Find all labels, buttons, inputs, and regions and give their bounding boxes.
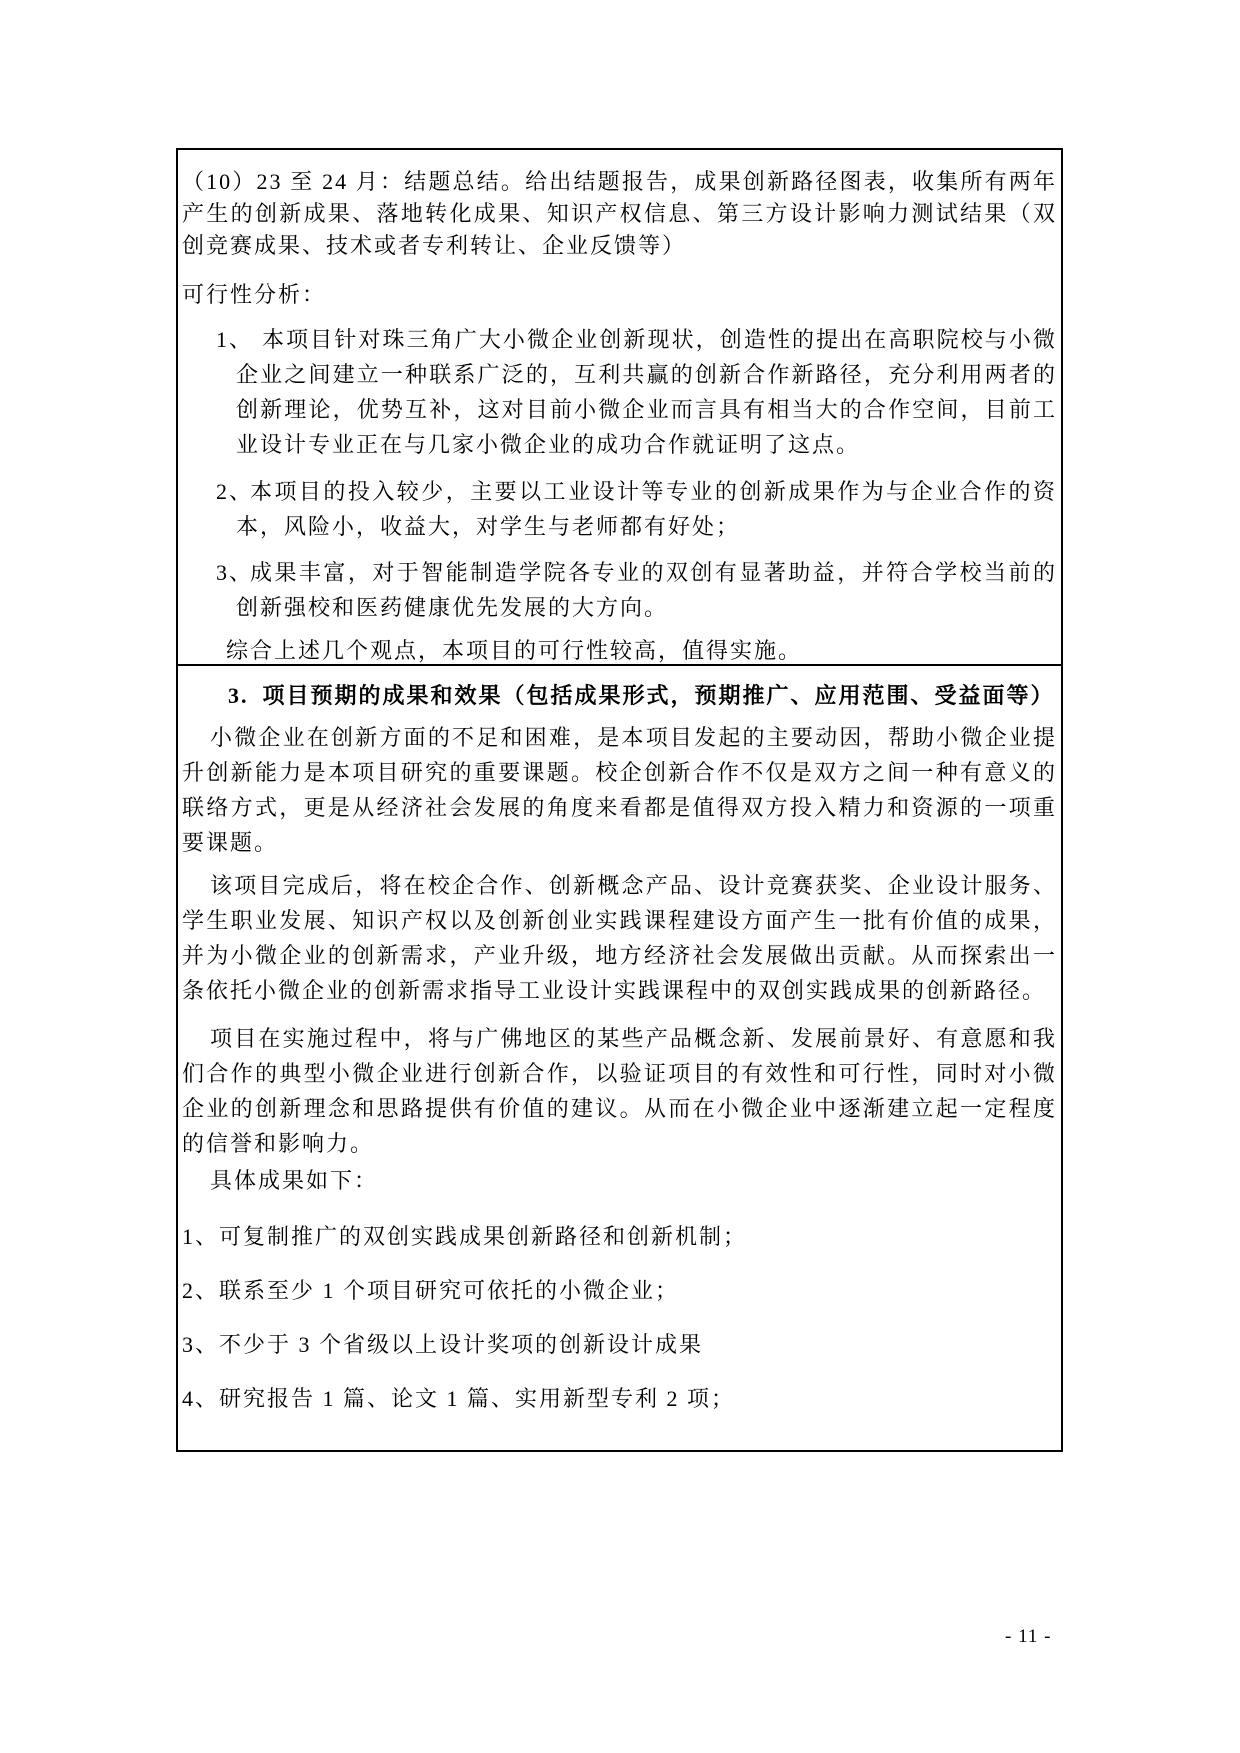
result-item-4: 4、研究报告 1 篇、论文 1 篇、实用新型专利 2 项； [182, 1386, 736, 1411]
point-number: 3、 [216, 560, 254, 585]
feasibility-conclusion: 综合上述几个观点，本项目的可行性较高，值得实施。 [226, 638, 803, 663]
results-intro: 具体成果如下： [210, 1168, 379, 1193]
section-heading [228, 678, 1057, 713]
section-heading-text: 项目预期的成果和效果（包括成果形式，预期推广、应用范围、受益面等） [262, 683, 1055, 708]
feasibility-point-3 [182, 555, 1057, 625]
expected-paragraph-2: 该项目完成后，将在校企合作、创新概念产品、设计竞赛获奖、企业设计服务、学生职业发展、知识产权以及创新创业实践课程建设方面产生一批有价值的成果，并为小微企业的创新需求，产业升级，地方经济社会发展做出贡献。从而探索出一条依托小微企业的创新需求指导工业设计实践课程中的双创实践成果的创新路径。 [182, 873, 1057, 1003]
feasibility-heading: 可行性分析： [182, 282, 327, 307]
result-item-1: 1、可复制推广的双创实践成果创新路径和创新机制； [182, 1224, 748, 1249]
document-table [176, 148, 1063, 1452]
feasibility-cell [178, 150, 1061, 666]
point-text: 本项目针对珠三角广大小微企业创新现状，创造性的提出在高职院校与小微企业之间建立一种联系广泛的，互利共赢的创新合作新路径，充分利用两者的创新理论，优势互补，这对目前小微企业而言具有相当大的合作空间，目前工业设计专业正在与几家小微企业的成功合作就证明了这点。 [236, 327, 1057, 457]
expected-paragraph-3: 项目在实施过程中，将与广佛地区的某些产品概念新、发展前景好、有意愿和我们合作的典型小微企业进行创新合作，以验证项目的有效性和可行性，同时对小微企业的创新理念和思路提供有价值的建议。从而在小微企业中逐渐建立起一定程度的信誉和影响力。 [182, 1026, 1057, 1156]
point-number: 1、 [216, 327, 254, 352]
section-heading-number: 3. [228, 683, 249, 708]
point-text: 本项目的投入较少，主要以工业设计等专业的创新成果作为与企业合作的资本，风险小，收益大，对学生与老师都有好处； [236, 479, 1057, 539]
point-number: 2、 [216, 479, 254, 504]
expected-results-cell [178, 666, 1061, 1448]
schedule-item-paragraph: （10）23 至 24 月：结题总结。给出结题报告，成果创新路径图表，收集所有两年产生的创新成果、落地转化成果、知识产权信息、第三方设计影响力测试结果（双创竞赛成果、技术或者专利转让、企业反馈等） [182, 169, 1057, 258]
feasibility-point-1 [182, 322, 1057, 462]
result-item-3: 3、不少于 3 个省级以上设计奖项的创新设计成果 [182, 1332, 704, 1357]
expected-paragraph-1: 小微企业在创新方面的不足和困难，是本项目发起的主要动因，帮助小微企业提升创新能力是本项目研究的重要课题。校企创新合作不仅是双方之间一种有意义的联络方式，更是从经济社会发展的角度来看都是值得双方投入精力和资源的一项重要课题。 [182, 725, 1057, 855]
result-item-2: 2、联系至少 1 个项目研究可依托的小微企业； [182, 1278, 680, 1303]
page-number: - 11 - [1005, 1626, 1052, 1647]
feasibility-point-2 [182, 474, 1057, 544]
point-text: 成果丰富，对于智能制造学院各专业的双创有显著助益，并符合学校当前的创新强校和医药健康优先发展的大方向。 [236, 560, 1057, 620]
